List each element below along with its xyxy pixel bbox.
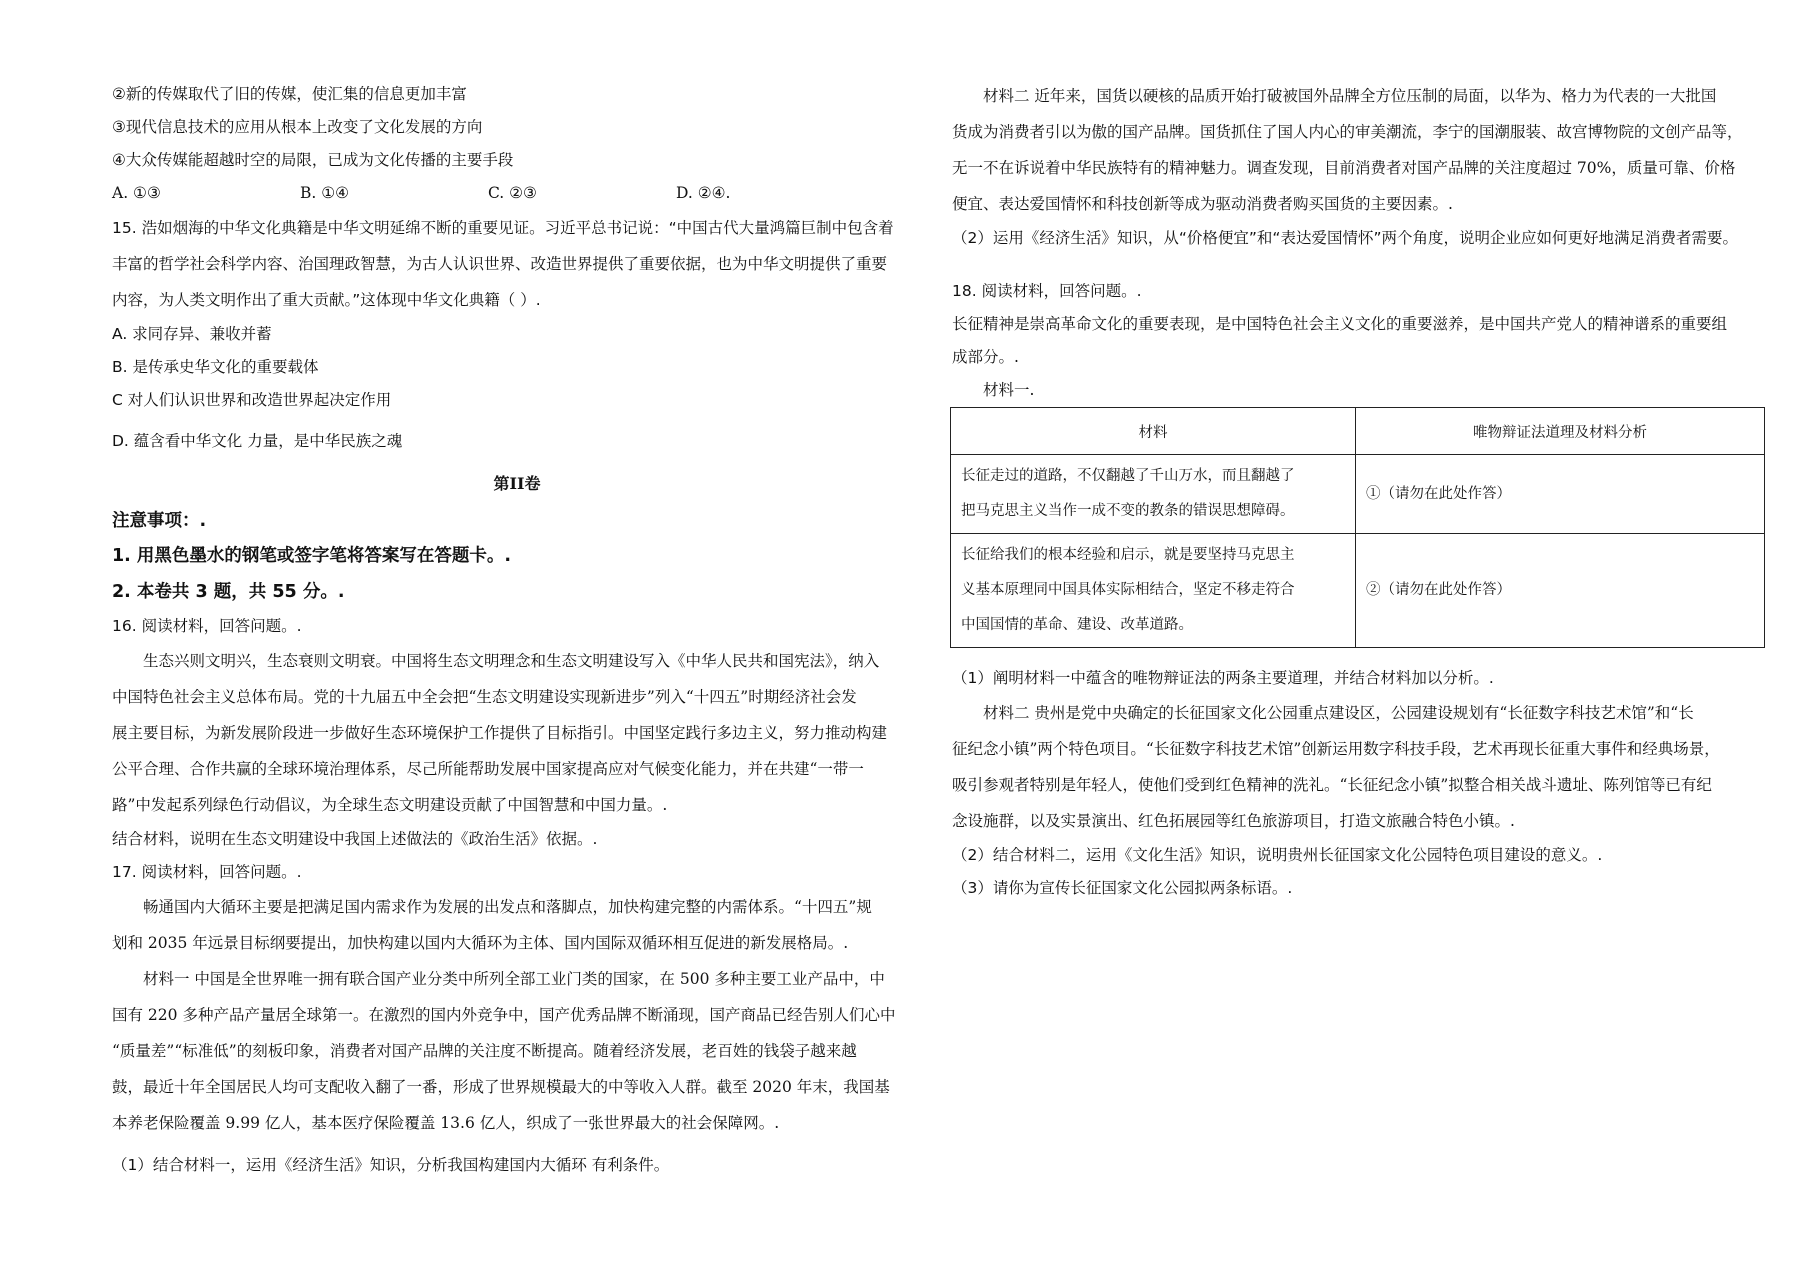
q17-mat2-line: 无一不在诉说着中华民族特有的精神魅力。调查发现，目前消费者对国产品牌的关注度超过 70%，质量可靠、价格 [952, 159, 1736, 177]
notice-item-2: 2. 本卷共 3 题，共 55 分。. [112, 582, 345, 602]
q15-line-2: 丰富的哲学社会科学内容、治国理政智慧，为古人认识世界、改造世界提供了重要依据，也为中华文明提供了重要 [112, 255, 888, 273]
q15-line-1: 15. 浩如烟海的中华文化典籍是中华文明延绵不断的重要见证。习近平总书记说：“中国古代大量鸿篇巨制中包含着 [112, 219, 894, 237]
q17-task-1: （1）结合材料一，运用《经济生活》知识，分析我国构建国内大循环 有利条件。 [112, 1156, 670, 1174]
table-row [951, 455, 1765, 534]
left-column [112, 78, 922, 1182]
q16-task: 结合材料，说明在生态文明建设中我国上述做法的《政治生活》依据。. [112, 830, 598, 848]
q16-line: 路”中发起系列绿色行动倡议，为全球生态文明建设贡献了中国智慧和中国力量。. [112, 796, 668, 814]
q14-option-a: A. ①③ [112, 184, 161, 202]
q18-mat2-line: 材料二 贵州是党中央确定的长征国家文化公园重点建设区，公园建设规划有“长征数字科技艺术馆”和“长 [983, 704, 1694, 722]
q17-material-2 [952, 78, 1766, 222]
table-cell-analysis: ①（请勿在此处作答） [1356, 455, 1765, 534]
q18-material-2 [952, 695, 1766, 839]
q14-options [112, 177, 922, 210]
q16-line: 生态兴则文明兴，生态衰则文明衰。中国将生态文明理念和生态文明建设写入《中华人民共和国宪法》，纳入 [143, 652, 880, 670]
q17-mat1-line: 本养老保险覆盖 9.99 亿人，基本医疗保险覆盖 13.6 亿人，织成了一张世界最大的社会保障网。. [112, 1114, 780, 1132]
q17-task-2: （2）运用《经济生活》知识，从“价格便宜”和“表达爱国情怀”两个角度，说明企业应如何更好地满足消费者需要。 [952, 229, 1738, 247]
q15-option-d: D. 蕴含看中华文化 力量，是中华民族之魂 [112, 432, 403, 450]
q18-task-2: （2）结合材料二，运用《文化生活》知识，说明贵州长征国家文化公园特色项目建设的意义。. [952, 846, 1603, 864]
q17-mat2-line: 材料二 近年来，国货以硬核的品质开始打破被国外品牌全方位压制的局面，以华为、格力为代表的一大批国 [983, 87, 1717, 105]
q18-mat2-line: 吸引参观者特别是年轻人，使他们受到红色精神的洗礼。“长征纪念小镇”拟整合相关战斗遗址、陈列馆等已有纪 [952, 776, 1712, 794]
material-analysis-table [950, 407, 1765, 648]
q17-intro [112, 889, 922, 961]
q18-intro-line: 成部分。. [952, 348, 1019, 366]
q17-mat2-line: 货成为消费者引以为傲的国产品牌。国货抓住了国人内心的审美潮流，李宁的国潮服装、故宫博物院的文创产品等， [952, 123, 1743, 141]
table-header-row [951, 408, 1765, 455]
right-column [952, 78, 1766, 905]
notice-title: 注意事项：. [112, 511, 207, 531]
notice-item-1: 1. 用黑色墨水的钢笔或签字笔将答案写在答题卡。. [112, 546, 512, 566]
q16-title: 16. 阅读材料，回答问题。. [112, 617, 302, 635]
q17-intro-line: 畅通国内大循环主要是把满足国内需求作为发展的出发点和落脚点，加快构建完整的内需体系。“十四五”规 [143, 898, 872, 916]
q16-line: 公平合理、合作共赢的全球环境治理体系，尽己所能帮助发展中国家提高应对气候变化能力，并在共建“一带一 [112, 760, 864, 778]
q16-line: 中国特色社会主义总体布局。党的十九届五中全会把“生态文明建设实现新进步”列入“十四五”时期经济社会发 [112, 688, 857, 706]
q18-mat2-line: 念设施群，以及实景演出、红色拓展园等红色旅游项目，打造文旅融合特色小镇。. [952, 812, 1515, 830]
q17-mat1-line: “质量差”“标准低”的刻板印象，消费者对国产品牌的关注度不断提高。随着经济发展，老百姓的钱袋子越来越 [112, 1042, 857, 1060]
q16-line: 展主要目标，为新发展阶段进一步做好生态环境保护工作提供了目标指引。中国坚定践行多边主义，努力推动构建 [112, 724, 888, 742]
q18-task-3: （3）请你为宣传长征国家文化公园拟两条标语。. [952, 879, 1293, 897]
q17-title: 17. 阅读材料，回答问题。. [112, 863, 302, 881]
q18-material-1-label: 材料一. [983, 381, 1035, 399]
q15-line-3: 内容，为人类文明作出了重大贡献。”这体现中华文化典籍（ ）. [112, 291, 541, 309]
table-header-material: 材料 [951, 408, 1356, 455]
q18-intro [952, 308, 1766, 374]
q17-mat1-line: 鼓，最近十年全国居民人均可支配收入翻了一番，形成了世界规模最大的中等收入人群。截至 2020 年末，我国基 [112, 1078, 890, 1096]
q18-mat2-line: 征纪念小镇”两个特色项目。“长征数字科技艺术馆”创新运用数字科技手段，艺术再现长征重大事件和经典场景， [952, 740, 1720, 758]
q17-mat1-line: 材料一 中国是全世界唯一拥有联合国产业分类中所列全部工业门类的国家，在 500 多种主要工业产品中，中 [143, 970, 885, 988]
q15-option-b: B. 是传承史华文化的重要载体 [112, 358, 319, 376]
q15-option-a: A. 求同存异、兼收并蓄 [112, 325, 272, 343]
q15-option-c: C 对人们认识世界和改造世界起决定作用 [112, 391, 392, 409]
table-cell-material: 长征给我们的根本经验和启示，就是要坚持马克思主 义基本原理同中国具体实际相结合，坚定不移走符合 中国国情的革命、建设、改革道路。 [951, 534, 1356, 648]
statement-2: ②新的传媒取代了旧的传媒，使汇集的信息更加丰富 [112, 85, 467, 103]
volume-2-title: 第II卷 [493, 474, 541, 493]
statement-3: ③现代信息技术的应用从根本上改变了文化发展的方向 [112, 118, 483, 136]
table-cell-analysis: ②（请勿在此处作答） [1356, 534, 1765, 648]
q17-intro-line: 划和 2035 年远景目标纲要提出，加快构建以国内大循环为主体、国内国际双循环相互促进的新发展格局。. [112, 934, 849, 952]
table-row [951, 534, 1765, 648]
table-cell-material: 长征走过的道路，不仅翻越了千山万水，而且翻越了 把马克思主义当作一成不变的教条的错误思想障碍。 [951, 455, 1356, 534]
q14-option-d: D. ②④. [676, 184, 731, 202]
q17-mat2-line: 便宜、表达爱国情怀和科技创新等成为驱动消费者购买国货的主要因素。. [952, 195, 1453, 213]
statement-4: ④大众传媒能超越时空的局限，已成为文化传播的主要手段 [112, 151, 514, 169]
q18-task-1: （1）阐明材料一中蕴含的唯物辩证法的两条主要道理，并结合材料加以分析。. [952, 669, 1494, 687]
q14-option-c: C. ②③ [488, 184, 537, 202]
q18-title: 18. 阅读材料，回答问题。. [952, 282, 1142, 300]
q14-option-b: B. ①④ [300, 184, 350, 202]
table-header-analysis: 唯物辩证法道理及材料分析 [1356, 408, 1765, 455]
q18-intro-line: 长征精神是崇高革命文化的重要表现，是中国特色社会主义文化的重要滋养，是中国共产党人的精神谱系的重要组 [952, 315, 1728, 333]
q16-material [112, 643, 922, 823]
q17-material-1 [112, 961, 922, 1141]
q17-mat1-line: 国有 220 多种产品产量居全球第一。在激烈的国内外竞争中，国产优秀品牌不断涌现，国产商品已经告别人们心中 [112, 1006, 896, 1024]
